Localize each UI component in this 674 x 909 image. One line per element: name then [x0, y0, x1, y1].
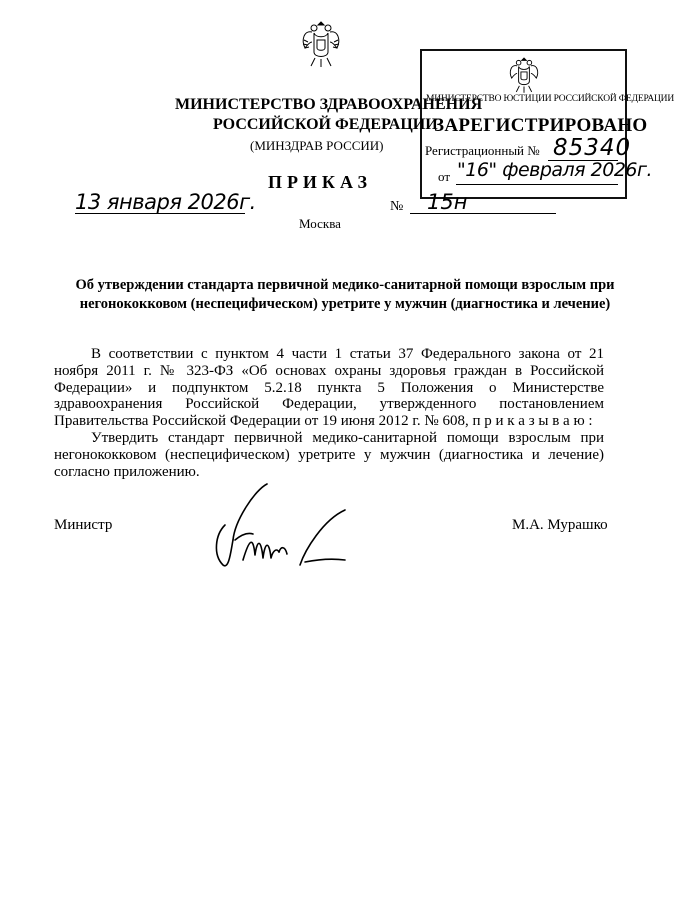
ministry-name-line2: РОССИЙСКОЙ ФЕДЕРАЦИИ — [213, 116, 438, 133]
stamp-registered-text: ЗАРЕГИСТРИРОВАНО — [434, 115, 648, 136]
stamp-from-label: от — [438, 169, 451, 184]
body-paragraph-1 — [54, 346, 604, 430]
coat-of-arms-emblem — [300, 18, 342, 70]
city-name: Москва — [299, 216, 341, 231]
signer-position: Министр — [54, 517, 113, 533]
order-date-underline — [75, 213, 245, 214]
ministry-name-line1: МИНИСТЕРСТВО ЗДРАВООХРАНЕНИЯ — [175, 96, 483, 113]
ministry-abbreviation: (МИНЗДРАВ РОССИИ) — [250, 138, 384, 153]
stamp-regnum-label: Регистрационный № — [425, 143, 540, 158]
stamp-emblem-icon — [506, 55, 542, 95]
order-number-label: № — [390, 199, 404, 214]
document-title: Об утверждении стандарта первичной медико-санитарной помощи взрослым при негонококковом (неспецифическом) уретрите у мужчин (диагностика и лечение) — [75, 277, 615, 312]
stamp-ministry-text: МИНИСТЕРСТВО ЮСТИЦИИ РОССИЙСКОЙ ФЕДЕРАЦИИ — [426, 94, 674, 104]
stamp-date-value: "16" февраля 2026г. — [457, 159, 653, 181]
body-paragraph-1-text: В соответствии с пунктом 4 части 1 статьи 37 Федерального закона от 21 ноября 2011 г. № 323-ФЗ «Об основах охраны здоровья граждан в Российской Федерации» и подпунктом 5.2.18 пункта 5 Положения о Министерстве здравоохранения Российской Федерации, утвержденного постановлением Правительства Российской Федерации от 19 июня 2012 г. № 608, п р и к а з ы в а ю : — [54, 346, 604, 430]
stamp-regnum-value: 85340 — [553, 135, 632, 161]
body-paragraph-2 — [54, 430, 604, 480]
order-number-handwritten: 15н — [427, 190, 468, 214]
order-number-underline — [410, 213, 556, 214]
handwritten-signature — [205, 480, 355, 580]
order-title: ПРИКАЗ — [267, 172, 373, 192]
body-paragraph-2-text: Утвердить стандарт первичной медико-санитарной помощи взрослым при негонококковом (неспецифическом) уретрите у мужчин (диагностика и лечение) согласно приложению. — [54, 430, 604, 480]
signer-name: М.А. Мурашко — [512, 517, 608, 533]
order-date-handwritten: 13 января 2026г. — [75, 190, 256, 214]
